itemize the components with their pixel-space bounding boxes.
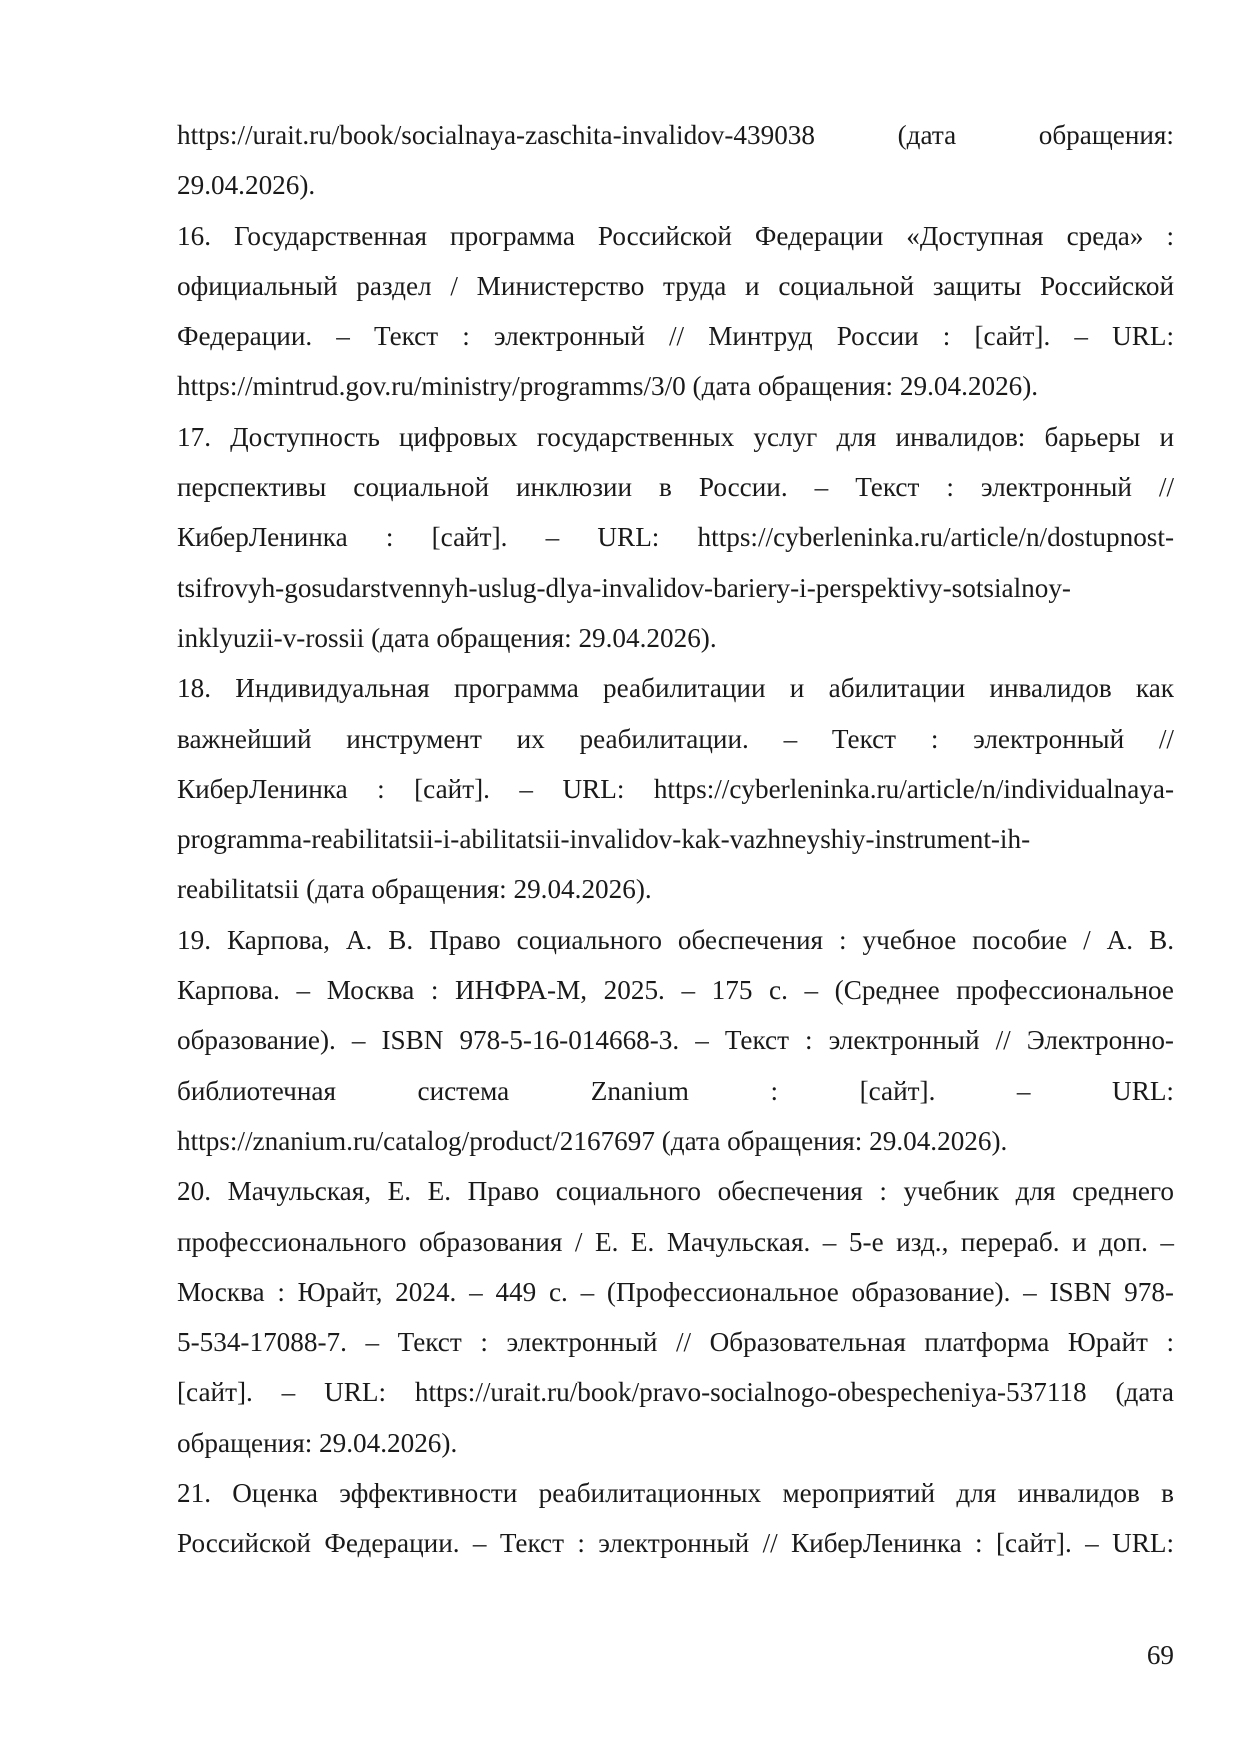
reference-line: библиотечная система Znanium : [сайт]. – URL:: [177, 1075, 1174, 1106]
reference-list: [177, 110, 1174, 1569]
reference-line: tsifrovyh-gosudarstvennyh-uslug-dlya-invalidov-bariery-i-perspektivy-sotsialnoy-: [177, 572, 1071, 603]
reference-line: 18. Индивидуальная программа реабилитации и абилитации инвалидов как: [177, 673, 1174, 704]
reference-line: [сайт]. – URL: https://urait.ru/book/pravo-socialnogo-obespecheniya-537118 (дата: [177, 1377, 1174, 1408]
reference-line: 19. Карпова, А. В. Право социального обеспечения : учебное пособие / А. В.: [177, 924, 1174, 955]
reference-line: профессионального образования / Е. Е. Мачульская. – 5-е изд., перераб. и доп. –: [177, 1226, 1174, 1257]
reference-line: КиберЛенинка : [сайт]. – URL: https://cyberleninka.ru/article/n/dostupnost-: [177, 522, 1174, 553]
reference-line: https://mintrud.gov.ru/ministry/programms/3/0 (дата обращения: 29.04.2026).: [177, 371, 1039, 402]
reference-line: 20. Мачульская, Е. Е. Право социального обеспечения : учебник для среднего: [177, 1176, 1174, 1207]
reference-entry: [177, 915, 1174, 1166]
reference-entry: [177, 1166, 1174, 1468]
reference-line: programma-reabilitatsii-i-abilitatsii-invalidov-kak-vazhneyshiy-instrument-ih-: [177, 824, 1031, 855]
reference-line: https://urait.ru/book/socialnaya-zaschita-invalidov-439038 (дата обращения:: [177, 120, 1174, 150]
reference-line: inklyuzii-v-rossii (дата обращения: 29.04.2026).: [177, 622, 717, 653]
reference-line: https://znanium.ru/catalog/product/2167697 (дата обращения: 29.04.2026).: [177, 1125, 1008, 1156]
reference-line: Российской Федерации. – Текст : электронный // КиберЛенинка : [сайт]. – URL:: [177, 1528, 1174, 1559]
reference-entry: [177, 110, 1174, 211]
reference-line: Москва : Юрайт, 2024. – 449 с. – (Профессиональное образование). – ISBN 978-: [177, 1276, 1174, 1307]
reference-line: образование). – ISBN 978-5-16-014668-3. – Текст : электронный // Электронно-: [177, 1025, 1174, 1056]
reference-line: 5-534-17088-7. – Текст : электронный // Образовательная платформа Юрайт :: [177, 1327, 1174, 1358]
reference-entry: [177, 1468, 1174, 1569]
reference-line: Федерации. – Текст : электронный // Минтруд России : [сайт]. – URL:: [177, 321, 1174, 352]
reference-line: 29.04.2026).: [177, 170, 316, 201]
reference-line: 16. Государственная программа Российской Федерации «Доступная среда» :: [177, 220, 1174, 251]
reference-entry: [177, 412, 1174, 663]
reference-line: официальный раздел / Министерство труда и социальной защиты Российской: [177, 270, 1174, 301]
reference-entry: [177, 663, 1174, 914]
reference-line: Карпова. – Москва : ИНФРА-М, 2025. – 175 с. – (Среднее профессиональное: [177, 975, 1174, 1006]
reference-line: 21. Оценка эффективности реабилитационных мероприятий для инвалидов в: [177, 1478, 1174, 1509]
reference-line: важнейший инструмент их реабилитации. – Текст : электронный //: [177, 723, 1174, 754]
reference-line: перспективы социальной инклюзии в России. – Текст : электронный //: [177, 472, 1174, 503]
reference-entry: [177, 211, 1174, 412]
reference-line: КиберЛенинка : [сайт]. – URL: https://cyberleninka.ru/article/n/individualnaya-: [177, 773, 1174, 804]
page-number: 69: [1146, 1640, 1174, 1670]
reference-line: 17. Доступность цифровых государственных услуг для инвалидов: барьеры и: [177, 421, 1174, 452]
reference-line: reabilitatsii (дата обращения: 29.04.2026).: [177, 874, 652, 905]
reference-line: обращения: 29.04.2026).: [177, 1427, 458, 1458]
